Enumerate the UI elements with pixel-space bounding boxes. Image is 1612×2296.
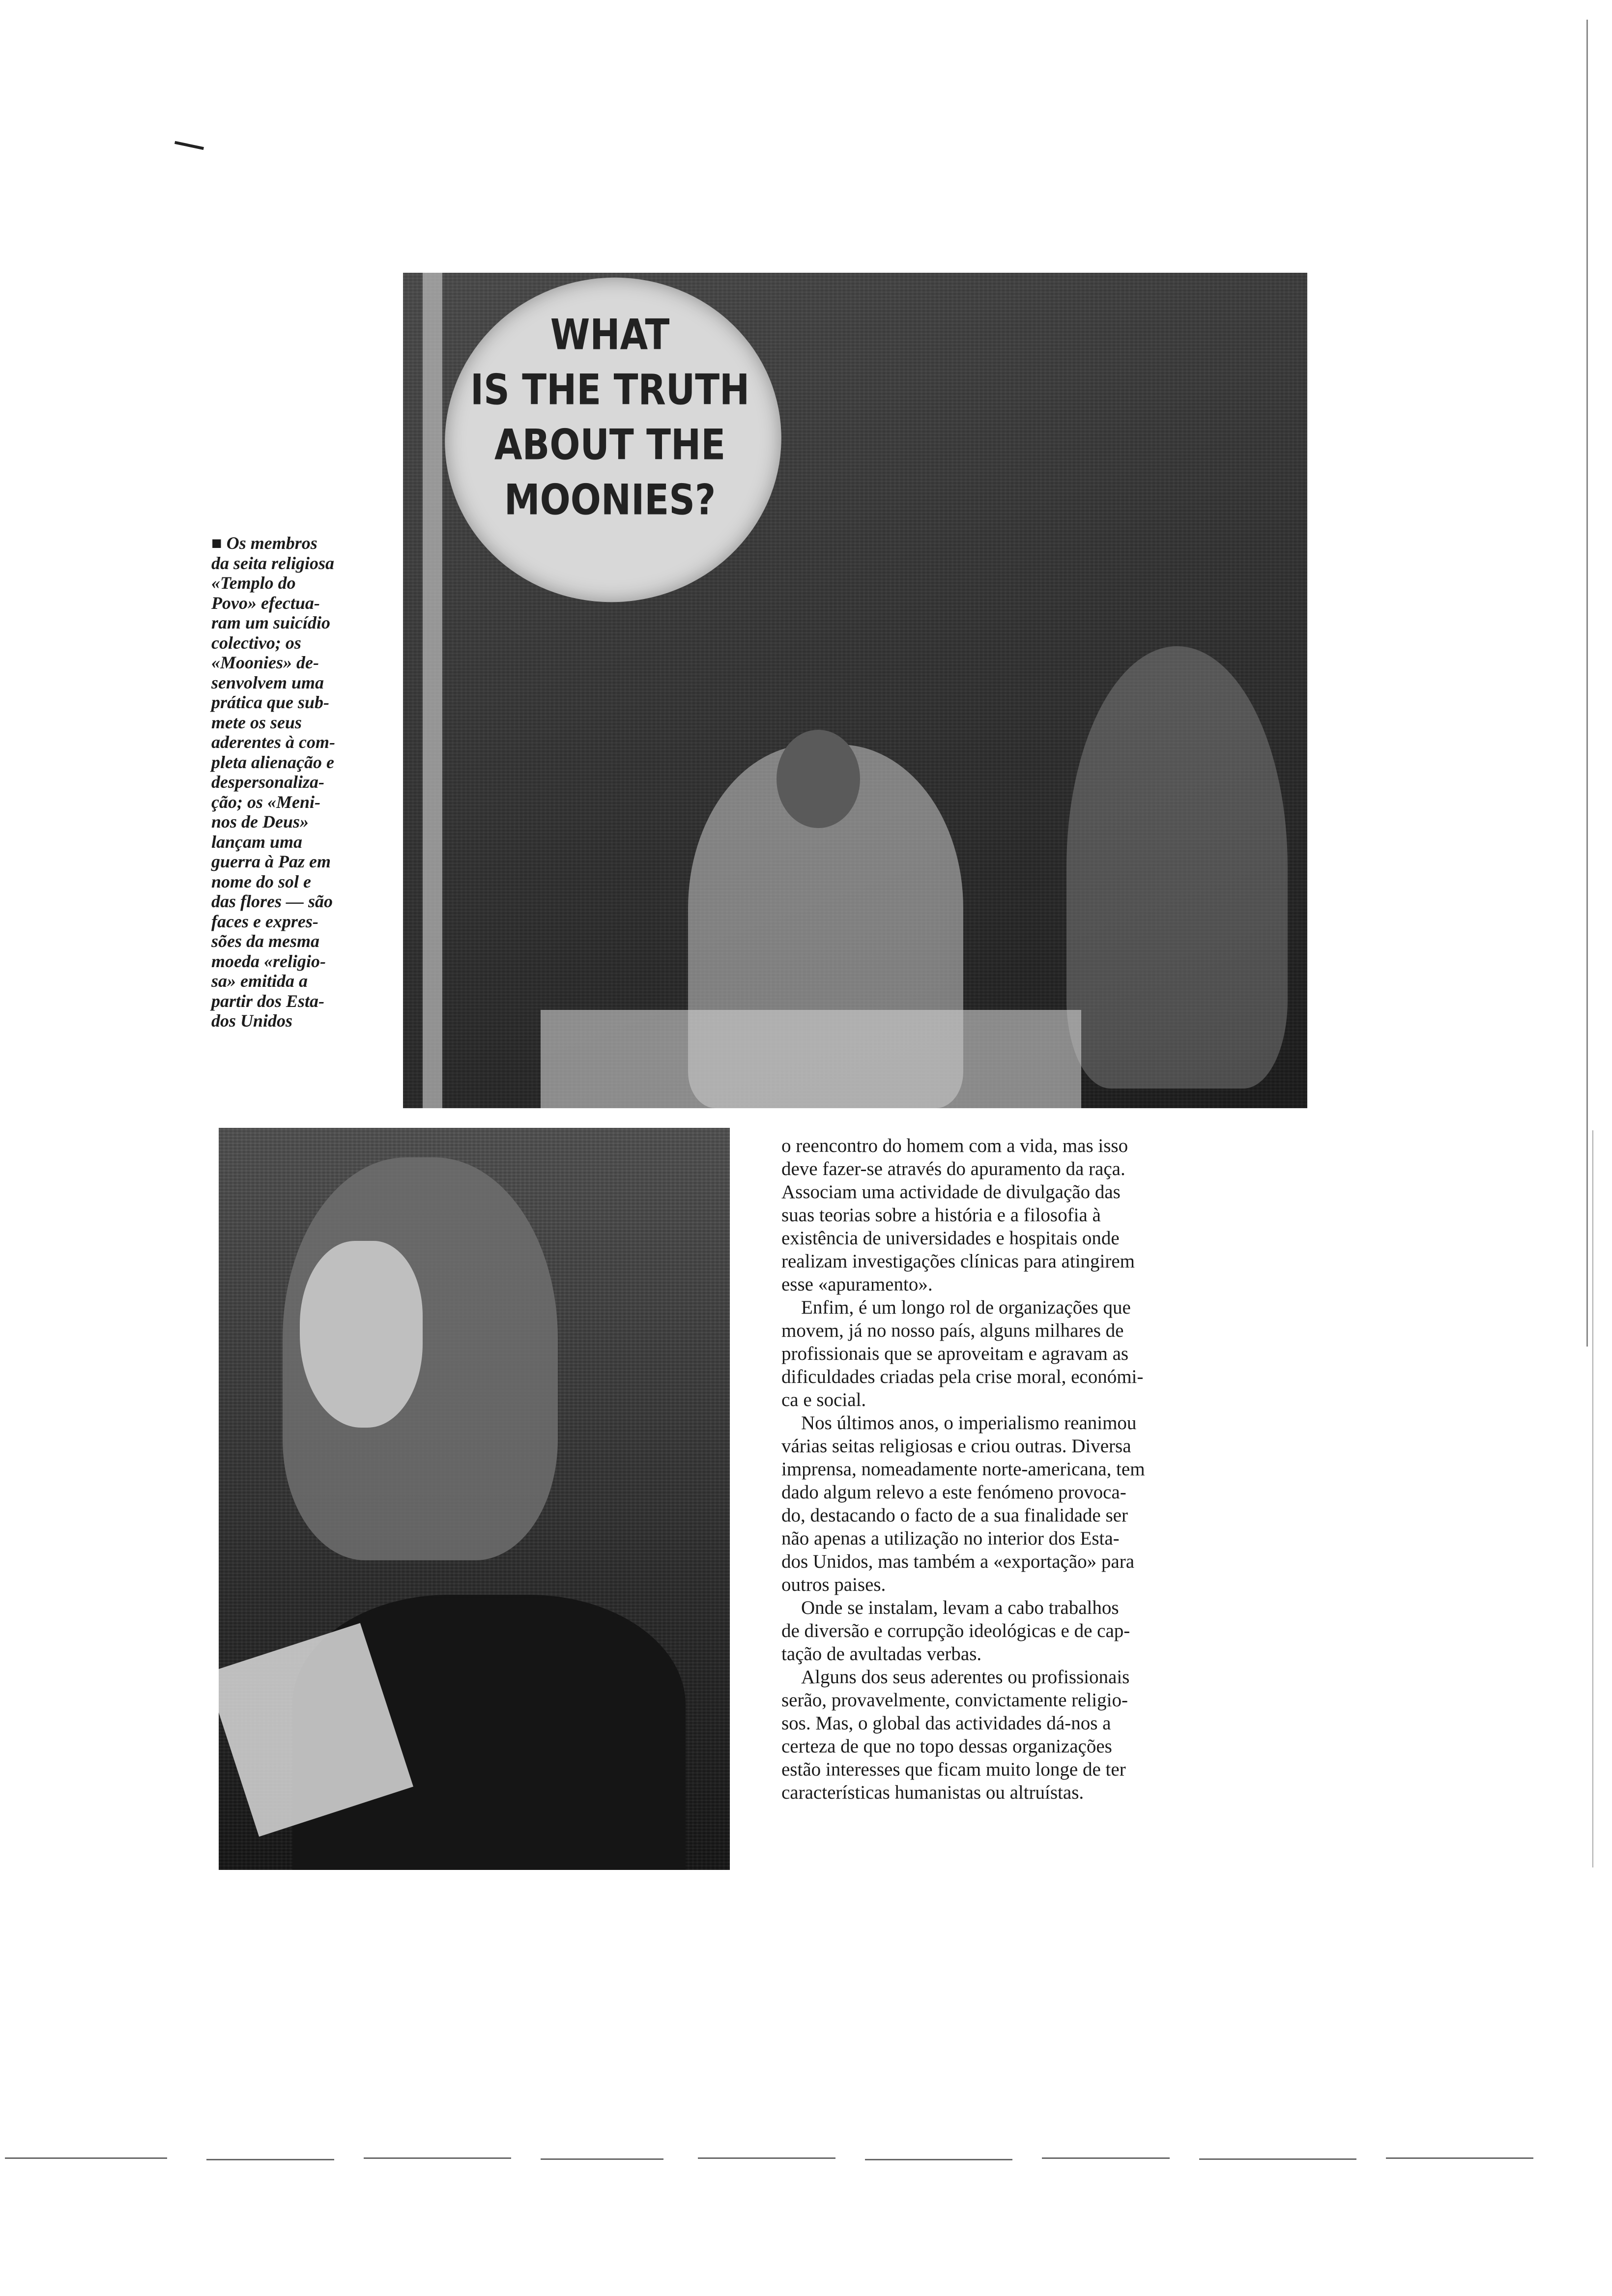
article-line: Nos últimos anos, o imperialismo reanimou (801, 1412, 1137, 1434)
article-line: Associam uma actividade de divulgação das (781, 1181, 1121, 1203)
article-line: o reencontro do homem com a vida, mas isso (781, 1135, 1128, 1156)
scan-dash (1042, 2157, 1170, 2159)
person-head (777, 730, 860, 828)
article-line: dos Unidos, mas também a «exportação» para (781, 1551, 1135, 1572)
photo-caption (211, 533, 391, 1031)
caption-line: ■ Os membros (211, 533, 317, 553)
article-line: movem, já no nosso país, alguns milhares de (781, 1320, 1124, 1341)
caption-line: dos Unidos (211, 1011, 293, 1031)
article-text (781, 1134, 1302, 1804)
scan-dash (698, 2157, 835, 2159)
caption-line: da seita religiosa (211, 553, 334, 573)
woman-face (300, 1241, 423, 1428)
sign-line: ABOUT THE (494, 420, 726, 470)
caption-line: senvolvem uma (211, 672, 324, 692)
article-line: suas teorias sobre a história e a filosofia à (781, 1205, 1101, 1226)
caption-line: guerra à Paz em (211, 852, 331, 871)
scan-dash (865, 2159, 1012, 2160)
article-line: estão interesses que ficam muito longe de ter (781, 1759, 1126, 1780)
caption-line: nos de Deus» (211, 812, 309, 832)
article-line: de diversão e corrupção ideológicas e de cap- (781, 1620, 1130, 1641)
article-line: Alguns dos seus aderentes ou profissionais (801, 1666, 1130, 1688)
caption-line: lançam uma (211, 832, 303, 852)
article-line: imprensa, nomeadamente norte-americana, tem (781, 1459, 1145, 1480)
caption-line: prática que sub- (211, 692, 330, 712)
scan-dash (206, 2159, 334, 2160)
second-figure (1066, 646, 1288, 1089)
caption-line: ção; os «Meni- (211, 792, 320, 812)
caption-line: colectivo; os (211, 632, 301, 653)
article-line: ca e social. (781, 1389, 866, 1410)
article-line: Enfim, é um longo rol de organizações que (801, 1297, 1131, 1318)
article-line: existência de universidades e hospitais onde (781, 1228, 1120, 1249)
caption-line: sões da mesma (211, 931, 319, 951)
article-line: serão, provavelmente, convictamente religio- (781, 1690, 1128, 1711)
caption-line: nome do sol e (211, 871, 311, 891)
scan-edge-line (1592, 1130, 1593, 1867)
article-line: outros paises. (781, 1574, 886, 1595)
article-line: esse «apuramento». (781, 1274, 933, 1295)
scan-dash (1386, 2157, 1533, 2159)
photo-woman-portrait (219, 1128, 730, 1870)
article-line: certeza de que no topo dessas organizações (781, 1736, 1112, 1757)
article-line: do, destacando o facto de a sua finalidade ser (781, 1505, 1128, 1526)
scan-mark (174, 141, 204, 150)
article-line: Onde se instalam, levam a cabo trabalhos (801, 1597, 1119, 1618)
scan-dash (541, 2158, 663, 2160)
caption-line: aderentes à com- (211, 732, 335, 752)
table-surface (541, 1010, 1081, 1108)
article-line: características humanistas ou altruístas. (781, 1782, 1084, 1803)
caption-line: sa» emitida a (211, 971, 308, 991)
caption-line: das flores — são (211, 891, 333, 911)
sign-line: IS THE TRUTH (470, 365, 750, 415)
sign-pole (423, 273, 442, 1108)
caption-line: «Templo do (211, 573, 296, 593)
caption-line: moeda «religio- (211, 951, 326, 971)
article-line: realizam investigações clínicas para atingirem (781, 1251, 1135, 1272)
article-line: dificuldades criadas pela crise moral, económi- (781, 1366, 1144, 1387)
scan-dash (364, 2157, 511, 2159)
article-line: profissionais que se aproveitam e agravam as (781, 1343, 1129, 1364)
caption-line: Povo» efectua- (211, 593, 320, 613)
sign-line: WHAT (550, 310, 670, 360)
article-line: várias seitas religiosas e criou outras. Diversa (781, 1435, 1131, 1457)
article-line: dado algum relevo a este fenómeno provoca- (781, 1482, 1126, 1503)
caption-line: partir dos Esta- (211, 991, 325, 1011)
article-line: não apenas a utilização no interior dos Esta- (781, 1528, 1120, 1549)
scan-edge-line (1586, 20, 1588, 1347)
caption-line: ram um suicídio (211, 613, 331, 632)
caption-line: faces e expres- (211, 911, 318, 931)
article-line: tação de avultadas verbas. (781, 1643, 982, 1665)
article-line: deve fazer-se através do apuramento da raça. (781, 1158, 1125, 1179)
caption-line: mete os seus (211, 712, 302, 732)
caption-line: despersonaliza- (211, 772, 325, 792)
caption-line: «Moonies» de- (211, 653, 319, 672)
sign-text (467, 307, 753, 527)
sign-line: MOONIES? (504, 475, 716, 525)
scan-dash (1199, 2158, 1356, 2160)
article-line: sos. Mas, o global das actividades dá-nos a (781, 1713, 1111, 1734)
caption-line: pleta alienação e (211, 752, 334, 772)
scan-dash (5, 2157, 167, 2159)
